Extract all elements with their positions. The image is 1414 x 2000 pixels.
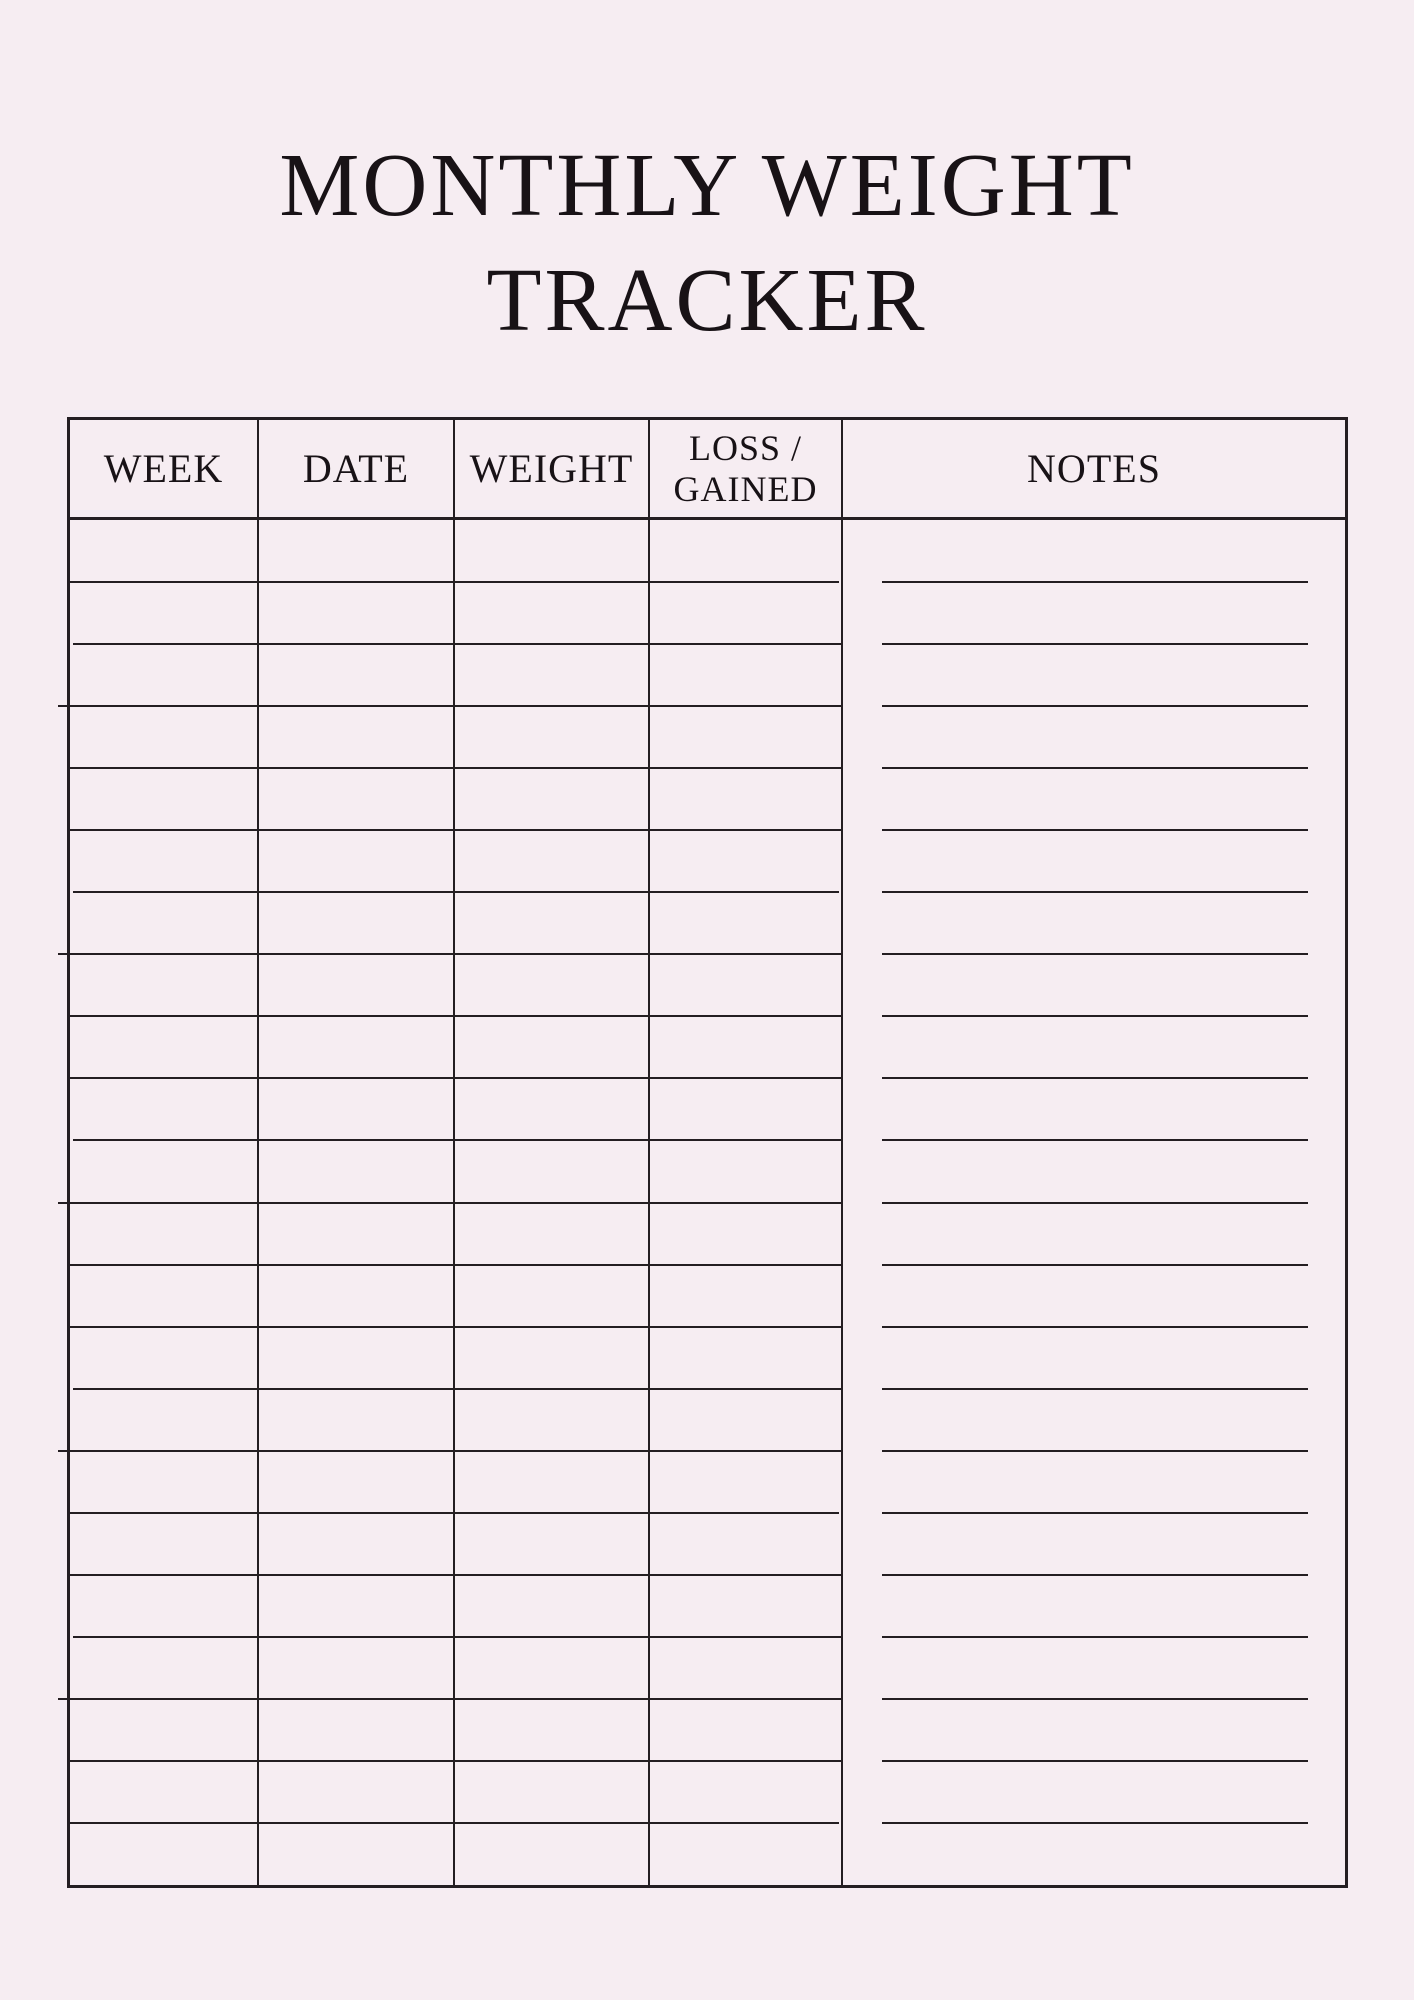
row-line xyxy=(73,1636,843,1638)
row-line xyxy=(58,953,843,955)
row-line xyxy=(73,643,843,645)
row-line xyxy=(70,1512,839,1514)
notes-line xyxy=(882,1760,1308,1762)
column-header-loss-gained xyxy=(650,420,841,517)
row-line xyxy=(58,1698,843,1700)
row-line xyxy=(70,1822,839,1824)
notes-line xyxy=(882,1574,1308,1576)
notes-line xyxy=(882,767,1308,769)
row-line xyxy=(70,581,839,583)
notes-line xyxy=(882,1264,1308,1266)
tracker-table xyxy=(67,417,1348,1888)
row-line xyxy=(70,1264,843,1266)
column-header-date: DATE xyxy=(302,445,410,491)
page-title xyxy=(0,128,1414,358)
notes-line xyxy=(882,1512,1308,1514)
row-line xyxy=(70,767,843,769)
notes-line xyxy=(882,1077,1308,1079)
header-separator xyxy=(70,517,1345,520)
notes-line xyxy=(882,1636,1308,1638)
title-line-2: TRACKER xyxy=(486,251,928,350)
row-line xyxy=(58,705,843,707)
notes-line xyxy=(882,643,1308,645)
column-divider-week-date xyxy=(257,420,259,1885)
notes-line xyxy=(882,1822,1308,1824)
notes-line xyxy=(882,1450,1308,1452)
notes-line xyxy=(882,829,1308,831)
notes-line xyxy=(882,1139,1308,1141)
column-header-week: WEEK xyxy=(103,445,224,491)
notes-line xyxy=(882,581,1308,583)
notes-line xyxy=(882,1015,1308,1017)
notes-line xyxy=(882,891,1308,893)
row-line xyxy=(70,1574,843,1576)
row-line xyxy=(73,1139,843,1141)
row-line xyxy=(70,1326,843,1328)
notes-line xyxy=(882,1326,1308,1328)
row-line xyxy=(70,1760,843,1762)
row-line xyxy=(73,891,839,893)
title-line-1: MONTHLY WEIGHT xyxy=(279,136,1135,235)
notes-line xyxy=(882,1388,1308,1390)
notes-line xyxy=(882,1202,1308,1204)
row-line xyxy=(73,1388,843,1390)
column-header-notes: NOTES xyxy=(1027,445,1161,491)
column-header-weight: WEIGHT xyxy=(469,445,634,491)
notes-line xyxy=(882,953,1308,955)
row-line xyxy=(70,1015,843,1017)
notes-line xyxy=(882,1698,1308,1700)
row-line xyxy=(58,1450,843,1452)
column-divider-loss-notes xyxy=(841,420,843,1885)
column-divider-date-weight xyxy=(453,420,455,1885)
column-divider-weight-loss xyxy=(648,420,650,1885)
row-line xyxy=(70,829,843,831)
column-header-loss-gained-label: LOSS / GAINED xyxy=(673,427,818,509)
notes-line xyxy=(882,705,1308,707)
row-line xyxy=(70,1077,843,1079)
row-line xyxy=(58,1202,843,1204)
